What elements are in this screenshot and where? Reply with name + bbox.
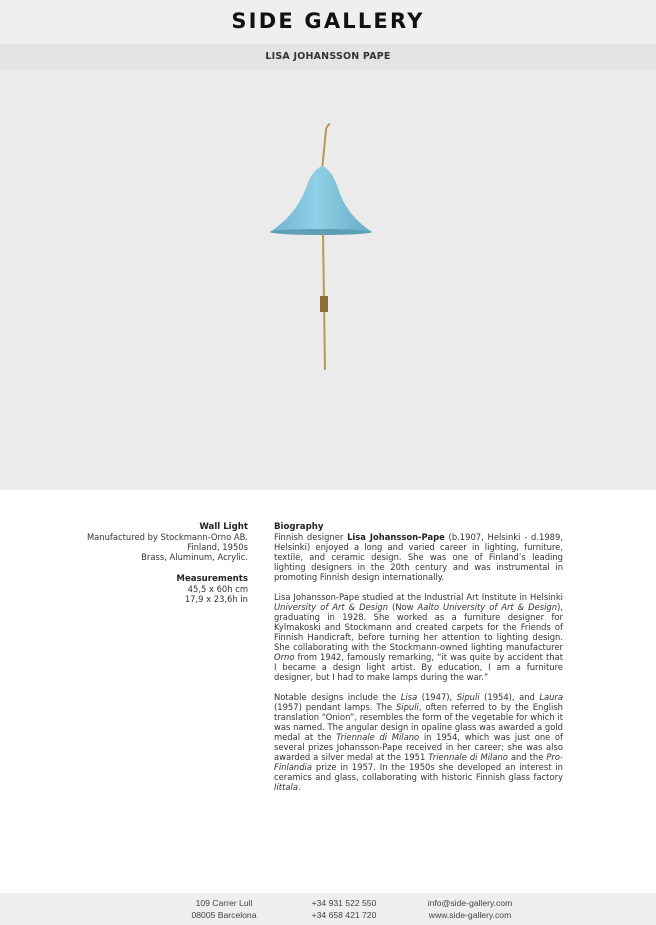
biography-paragraph-2: Lisa Johansson-Pape studied at the Industrial Art Institute in Helsinki University of Art & Design (Now Aalto University of Art & Design), graduating in 1928. She worked as a furniture designer for Kylmakoski and Stockmann and created carpets for the Friends of Finnish Handicraft, before turning her attention to lighting design. She collaborating with the Stockmann-owned lighting manufacturer Orno from 1942, famously remarking, “it was quite by accident that I became a design light artist. By education, I am a furniture designer, but I had to make lamps during the war.” xyxy=(274,592,563,682)
biography-paragraph-1: Finnish designer Lisa Johansson-Pape (b.1907, Helsinki - d.1989, Helsinki) enjoyed a long and varied career in lighting, furniture, textile, and ceramic design. She was one of Finland’s leading lighting designers in the 20th century and was instrumental in promoting Finnish design internationally. xyxy=(274,532,563,582)
product-line: Manufactured by Stockmann-Orno AB. xyxy=(86,532,248,542)
phone-1[interactable]: +34 931 522 550 xyxy=(311,898,377,908)
designer-full-name: Lisa Johansson-Pape xyxy=(347,532,445,542)
footer-contact xyxy=(410,897,530,921)
product-line: Finland, 1950s xyxy=(187,542,248,552)
address-line-1: 109 Carrer Lull xyxy=(195,898,253,908)
biography-title: Biography xyxy=(274,522,324,532)
biography xyxy=(274,522,563,802)
gallery-logo[interactable]: SIDE GALLERY xyxy=(231,9,425,33)
product-line: Brass, Aluminum, Acrylic. xyxy=(141,552,248,562)
website-link[interactable]: www.side-gallery.com xyxy=(428,910,512,920)
product-image xyxy=(0,70,656,490)
measurement-in: 17,9 x 23,6h in xyxy=(184,594,248,604)
product-details xyxy=(60,522,248,604)
footer xyxy=(0,893,656,925)
masthead xyxy=(0,0,656,44)
designer-bar xyxy=(0,44,656,70)
wall-light-image xyxy=(0,70,656,490)
biography-paragraph-3: Notable designs include the Lisa (1947), Sipuli (1954), and Laura (1957) pendant lamps. The Sipuli, often referred to by the English translation “Onion”, resembles the form of the vegetable for which it was named. The angular design in opaline glass was awarded a gold medal at the Triennale di Milano in 1954, which was just one of several prizes Johansson-Pape received in her career; she was also awarded a silver medal at the 1951 Triennale di Milano and the Pro-Finlandia prize in 1957. In the 1950s she developed an interest in ceramics and glass, collaborating with historic Finnish glass factory Iittala. xyxy=(274,692,563,792)
product-title: Wall Light xyxy=(199,522,248,532)
footer-phones xyxy=(292,897,396,921)
footer-address xyxy=(172,897,276,921)
address-line-2: 08005 Barcelona xyxy=(191,910,257,920)
email-link[interactable]: info@side-gallery.com xyxy=(427,898,513,908)
phone-2[interactable]: +34 658 421 720 xyxy=(311,910,377,920)
measurement-cm: 45,5 x 60h cm xyxy=(187,584,248,594)
designer-name: LISA JOHANSSON PAPE xyxy=(265,51,391,62)
measurements-title: Measurements xyxy=(176,574,248,584)
